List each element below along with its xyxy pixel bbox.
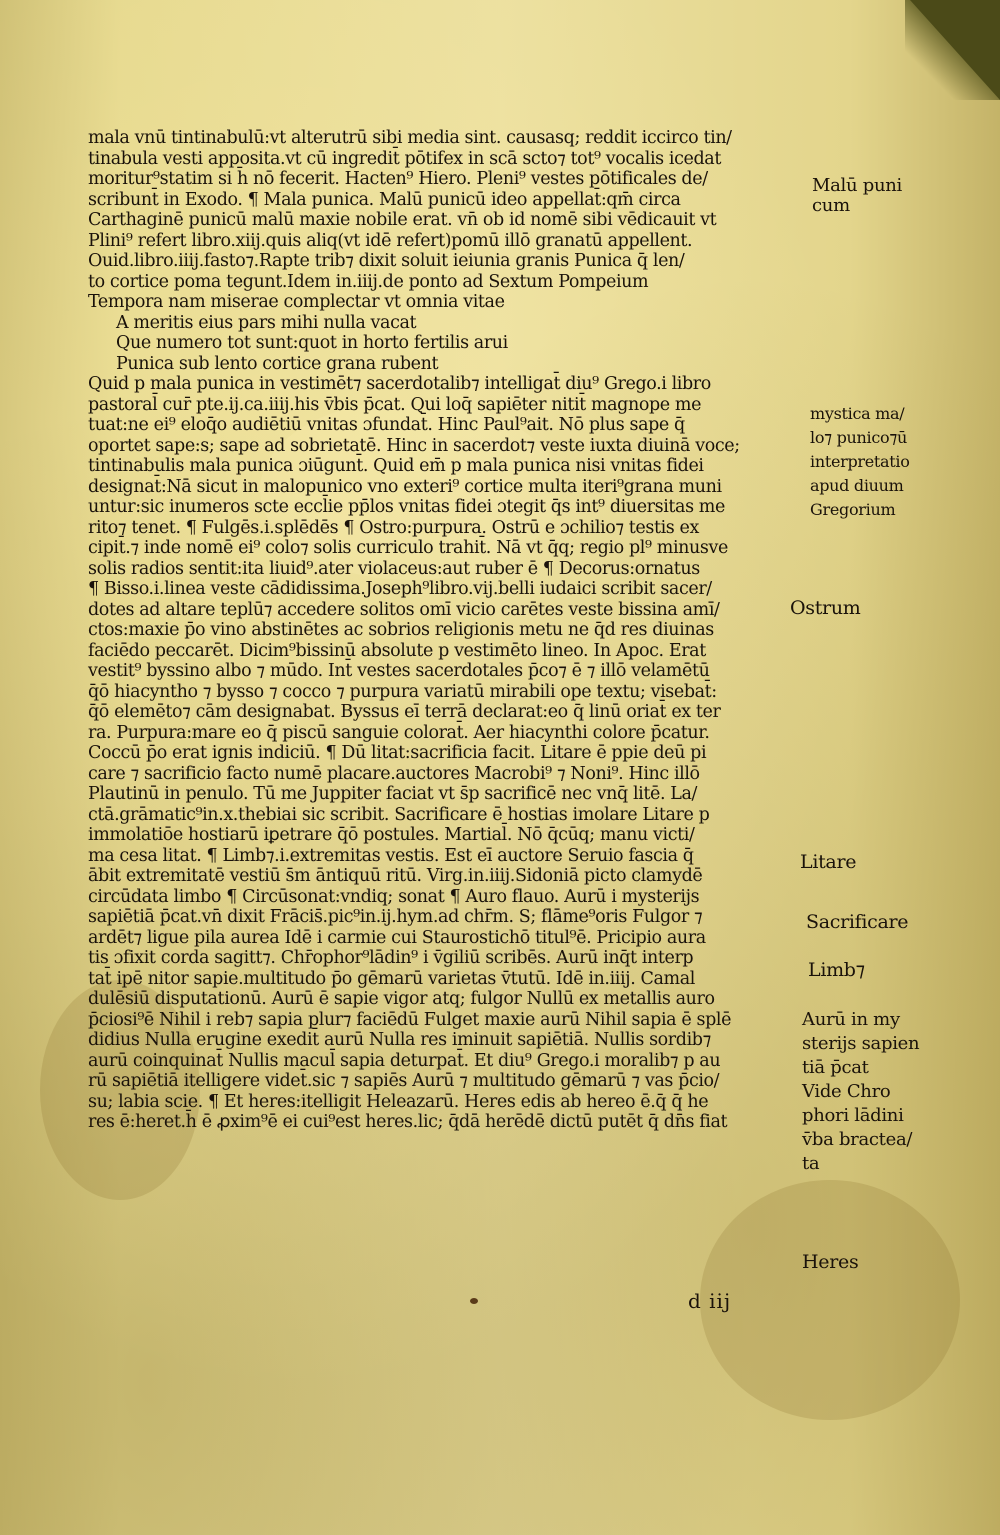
margin-note-line: lo⁊ punico⁊ū [810,428,908,447]
text-line: Punica sub lento cortice grana rubent [116,353,439,374]
text-line: cipit̄.⁊ inde nomē ei⁹ colo⁊ solis curriculo trahit̄. Nā vt q̄q; regio pl⁹ minusve [88,538,728,558]
text-line: aurū coinquinat̄ Nullis macul̄ sapia deturpat̄. Et diu⁹ Grego.i moralib⁊ p au [88,1050,721,1071]
ink-dot [470,1298,478,1304]
text-line: dotes ad altare teplū⁊ accedere solitos omī vicio carētes veste bissina amī/ [88,599,720,620]
margin-note-line: cum [812,195,850,216]
margin-note-line: Malū puni [812,175,902,196]
text-line: vestit⁹ byssino albo ⁊ mūdo. Int̄ vestes sacerdotales p̄co⁊ ē ⁊ illō velamētū [88,661,710,681]
margin-note-line: Vide Chro [802,1081,891,1102]
text-line: didius Nulla erugine exedit̄ aurū Nulla res iminuit sapiētiā. Nullis sordib⁊ [88,1030,711,1050]
text-line: tis ɔfixit corda sagitt⁊. Chr̄ophor⁹lādin⁹ i v̄giliū scribēs. Aurū inq̄t interp [88,948,694,968]
text-line: Plini⁹ refert libro.xiij.quis aliq(vt idē refert)pomū illō granatū appellent. [88,230,693,251]
text-line: ra. Purpura:mare eo q̄ piscū sanguie colorat̄. Aer hiacynthi colore p̄catur. [88,722,710,743]
margin-note-vide-christophori [802,1080,912,1176]
page-corner-fold [910,0,1000,100]
margin-note-mystica [810,402,910,522]
text-line: Que numero tot sunt:quot in horto fertilis arui [116,333,508,353]
text-line: tintinabulis mala punica ɔiūgunt̄. Quid em̄ p mala punica nisi vnitas fidei [88,456,704,476]
margin-note-line: interpretatio [810,452,910,471]
text-line: oportet sape:s; sape ad sobrietatē. Hinc in sacerdot⁊ veste iuxta diuinā voce; [88,435,740,456]
text-line: ctos:maxie p̄o vino abstinētes ac sobrios religionis metu ne q̄d res diuinas [88,620,714,640]
text-line: faciēdo peccarēt. Dicim⁹bissinū absolute p vestimēto lineo. In Apoc. Erat [88,640,706,661]
text-line: ctā.grāmatic⁹in.x.thebiai sic scribit. Sacrificare ē hostias imolare Litare p [88,804,710,825]
text-line: to cortice poma tegunt.Idem in.iiij.de ponto ad Sextum Pompeium [88,271,649,292]
text-line: Ouid.libro.iiij.fasto⁊.Rapte trib⁊ dixit soluit ieiunia granis Punica q̄ len/ [88,251,685,271]
text-line: dulēsiū disputationū. Aurū ē sapie vigor atq; fulgor Nullū ex metallis auro [88,989,715,1009]
text-line: circūdata limbo ¶ Circūsonat:vndiq; sonat ¶ Auro flauo. Aurū i mysterijs [88,886,700,907]
margin-note-line: Litare [800,851,857,873]
text-line: Coccū p̄o erat ignis indiciū. ¶ Dū litat:sacrificia facit. Litare ē ppie deū pi [88,743,707,763]
margin-note-line: Ostrum [790,597,861,619]
text-line: designat̄:Nā sicut in malopunico vno exteri⁹ cortice multa iteri⁹grana muni [88,476,722,497]
margin-note-line: mystica ma/ [810,404,905,423]
text-line: ma cesa litat. ¶ Limb⁊.i.extremitas vestis. Est eī auctore Seruio fascia q̄ [88,845,694,866]
text-line: rito⁊ tenet. ¶ Fulgēs.i.splēdēs ¶ Ostro:purpura. Ostrū e ɔchilio⁊ testis ex [88,517,699,538]
margin-note-sacrificare [806,912,908,932]
margin-note-line: Sacrificare [806,911,909,933]
margin-note-line: tiā p̄cat [802,1057,869,1078]
text-line: tuat:ne ei⁹ eloq̄o audiētiū vnitas ɔfundat̄. Hinc Paul⁹ait. Nō plus sape q̄ [88,415,685,435]
margin-note-limbus [808,960,865,980]
paper-stain [700,1180,960,1420]
text-line: A meritis eius pars mihi nulla vacat [116,312,417,333]
text-line: care ⁊ sacrificio facto numē placare.auctores Macrobi⁹ ⁊ Noni⁹. Hinc illō [88,763,700,784]
signature-mark: d iij [688,1289,732,1313]
text-line: solis radios sentit:ita liuid⁹.ater violaceus:aut ruber ē ¶ Decorus:ornatus [88,558,700,579]
text-line: ardēt⁊ ligue pila aurea Idē i carmie cui Staurostichō titul⁹ē. Pricipio aura [88,927,706,948]
margin-note-line: Gregorium [810,500,896,519]
text-line: res ē:heret.h̄ ē ꝓxim⁹ē ei cui⁹est heres.lic; q̄dā herēdē dictū putēt q̄ dn̄s fiat [88,1112,728,1132]
text-line: Plautinū in penulo. Tū me Juppiter faciat vt s̄p sacrificē nec vnq̄ litē. La/ [88,784,698,804]
text-line: rū sapiētiā itelligere videt̄.sic ⁊ sapiēs Aurū ⁊ multitudo gēmarū ⁊ vas p̄cio/ [88,1071,720,1091]
text-line: immolatiōe hostiarū iꝑetrare q̄ō postules. Martial̄. Nō q̄cūq; manu victi/ [88,825,695,845]
text-line: untur:sic inumeros scte eccl̄ie pp̄los vnitas fidei ɔtegit q̄s int⁹ diuersitas me [88,497,725,517]
text-line: p̄ciosi⁹ē Nihil i reb⁊ sapia plur⁊ faciēdū Fulget maxie aurū Nihil sapia ē splē [88,1009,732,1030]
margin-note-ostrum [790,598,861,618]
text-line: su; labia scie. ¶ Et heres:itelligit Heleazarū. Heres edis ab hereo ē.q̄ q̄ he [88,1091,709,1112]
text-line: ābit extremitatē vestiū s̄m āntiquū ritū. Virg.in.iiij.Sidoniā picto clamydē [88,866,703,886]
text-line: scribunt̄ in Exodo. ¶ Mala punica. Malū punicū ideo appellat̄:qm̄ circa [88,189,681,210]
text-line: Tempora nam miserae complectar vt omnia vitae [88,292,505,312]
margin-note-line: Heres [802,1251,859,1273]
margin-note-line: v̄ba bractea/ [802,1129,913,1150]
main-text-block [88,128,798,1133]
text-line: sapiētiā p̄cat.vn̄ dixit Frācis̄.pic⁹in.ij.hym.ad chr̄m. S; flāme⁹oris Fulgor ⁊ [88,907,703,927]
margin-note-line: sterijs sapien [802,1033,920,1054]
margin-note-line: ta [802,1153,820,1174]
margin-note-line: Aurū in my [802,1009,900,1030]
text-line: Carthaginē punicū malū maxie nobile erat. vn̄ ob id nomē sibi vēdicauit vt [88,210,717,230]
text-line: q̄ō hiacyntho ⁊ bysso ⁊ cocco ⁊ purpura variatū mirabili ope textu; visebat̄: [88,681,717,702]
margin-note-line: phori lādini [802,1105,904,1126]
text-line: tinabula vesti apposita.vt cū ingredit̄ pōtifex in scā scto⁊ tot⁹ vocalis icedat [88,148,721,169]
text-line: mala vnū tintinabulū:vt alterutrū sibi media sint. causasq; reddit iccirco tin/ [88,128,732,148]
margin-note-aurum [802,1008,919,1080]
margin-note-line: Limb⁊ [808,959,865,981]
text-line: pastoral̄ cur̄ pte.ij.ca.iiij.his v̄bis p̄cat. Qui loq̄ sapiēter nitit̄ magnope me [88,394,702,415]
margin-note-litare [800,852,856,872]
text-line: ¶ Bisso.i.linea veste cādidissima.Joseph⁹libro.vij.belli iudaici scribit sacer/ [88,579,712,599]
text-line: Quid p mala punica in vestimēt⁊ sacerdotalib⁊ intelligat̄ diu⁹ Grego.i libro [88,374,711,394]
margin-note-line: apud diuum [810,476,904,495]
margin-note-malum-punicum [812,176,902,216]
text-line: moritur⁹statim si h̄ nō fecerit. Hacten⁹ Hiero. Pleni⁹ vestes pōtificales de/ [88,169,708,189]
text-line: q̄ō elemēto⁊ cām designabat. Byssus eī terrā declarat:eo q̄ linū oriat̄ ex ter [88,702,721,722]
margin-note-heres [802,1252,858,1272]
text-line: tat̄ ipē nitor sapie.multitudo p̄o gēmarū varietas v̄tutū. Idē in.iiij. Camal [88,968,695,989]
